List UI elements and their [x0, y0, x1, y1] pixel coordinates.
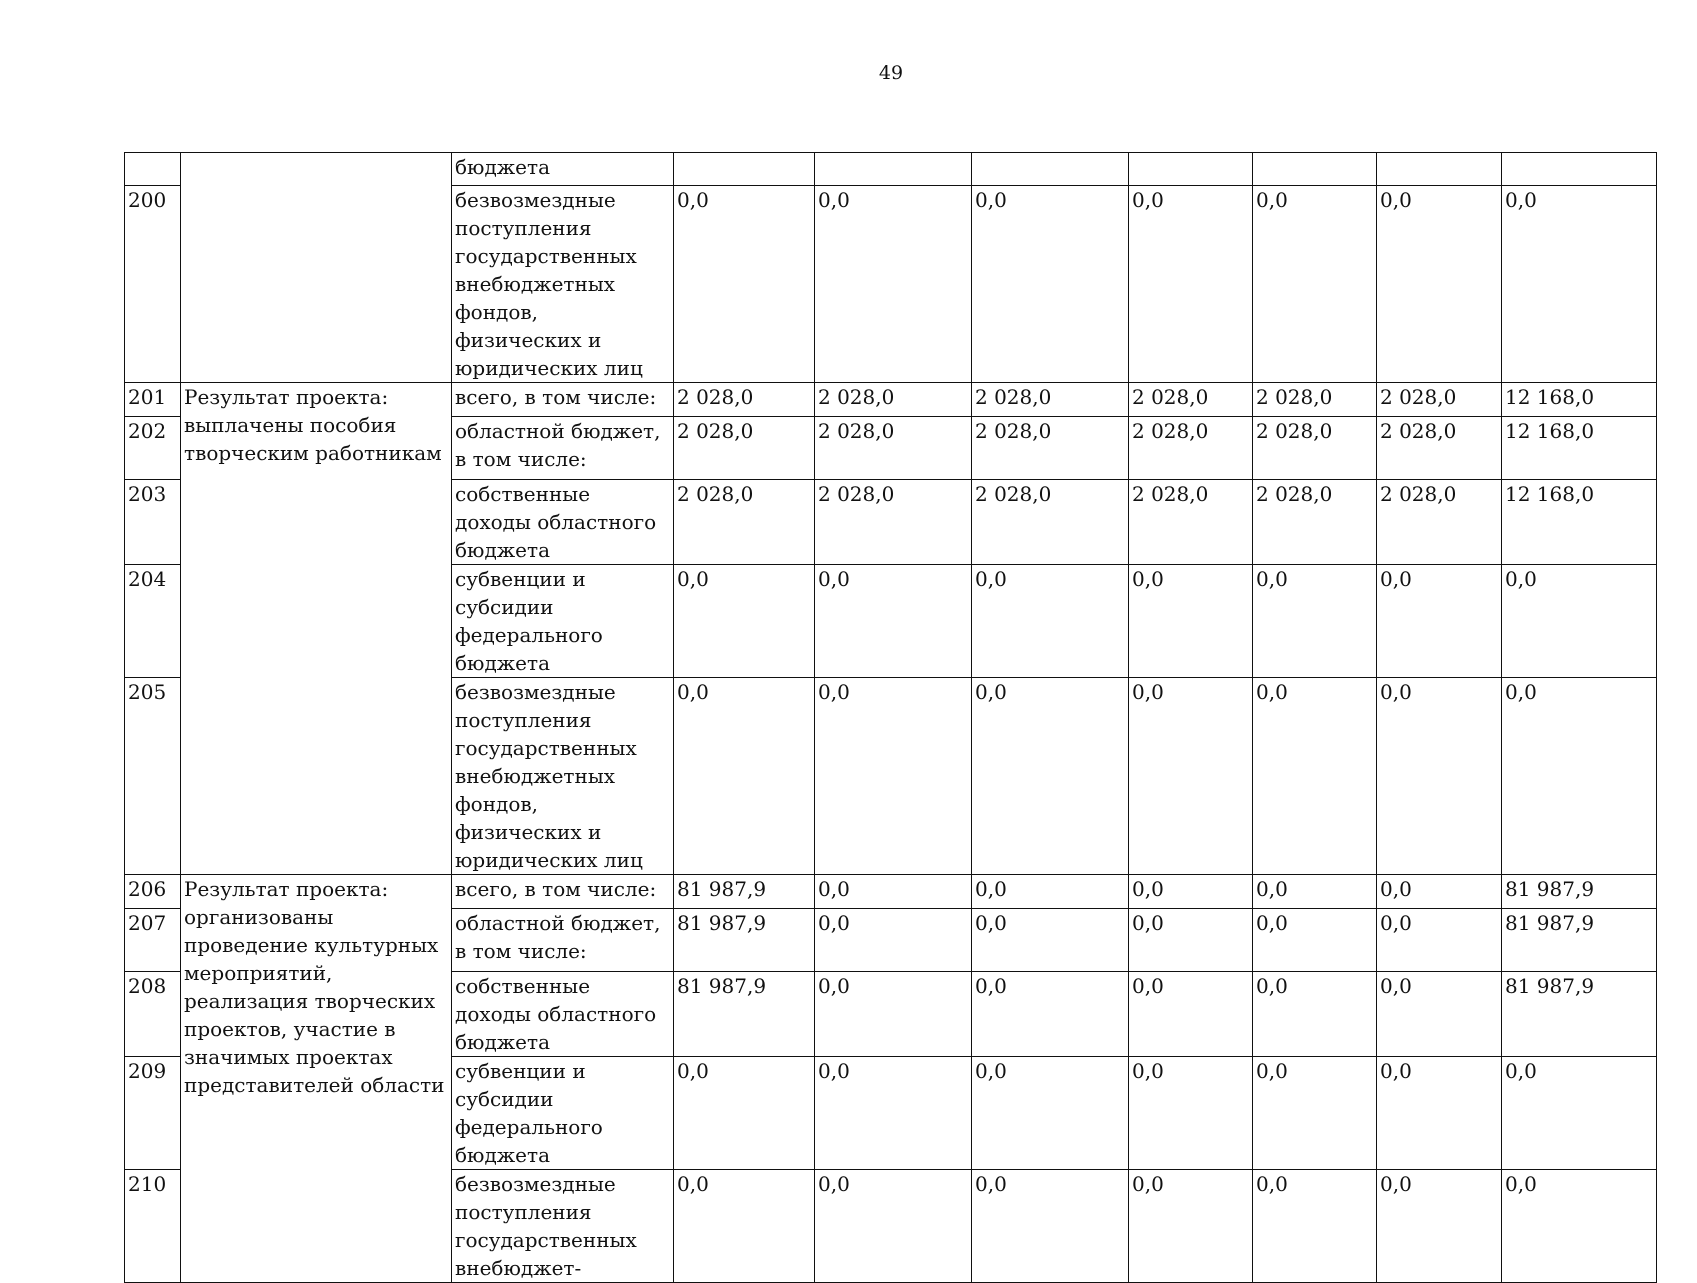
row-number: 210	[125, 1170, 181, 1283]
row-number: 200	[125, 186, 181, 383]
value-cell: 0,0	[972, 972, 1129, 1057]
value-cell: 2 028,0	[815, 480, 972, 565]
funding-source: бюджета	[452, 153, 674, 186]
total-cell	[1502, 153, 1657, 186]
value-cell: 0,0	[674, 565, 815, 678]
value-cell: 2 028,0	[674, 480, 815, 565]
funding-source: безвозмездные поступления государственных внебюджетных фондов, физических и юридических лиц	[452, 678, 674, 875]
value-cell: 0,0	[1377, 909, 1502, 972]
value-cell: 0,0	[1377, 186, 1502, 383]
value-cell: 0,0	[1377, 1170, 1502, 1283]
value-cell: 2 028,0	[1377, 383, 1502, 417]
value-cell: 2 028,0	[1377, 417, 1502, 480]
value-cell: 0,0	[674, 1057, 815, 1170]
total-cell: 0,0	[1502, 1057, 1657, 1170]
value-cell: 0,0	[972, 565, 1129, 678]
table-row	[125, 153, 1657, 186]
value-cell: 0,0	[815, 1170, 972, 1283]
value-cell: 81 987,9	[674, 972, 815, 1057]
row-number	[125, 153, 181, 186]
value-cell	[1129, 153, 1253, 186]
total-cell: 0,0	[1502, 186, 1657, 383]
value-cell: 0,0	[815, 565, 972, 678]
value-cell: 0,0	[1377, 1057, 1502, 1170]
total-cell: 81 987,9	[1502, 972, 1657, 1057]
project-result: Результат проекта: выплачены пособия творческим работникам	[181, 383, 452, 875]
value-cell: 0,0	[972, 875, 1129, 909]
page-number: 49	[878, 62, 904, 84]
value-cell: 0,0	[1129, 678, 1253, 875]
total-cell: 12 168,0	[1502, 417, 1657, 480]
value-cell: 0,0	[972, 909, 1129, 972]
value-cell	[1377, 153, 1502, 186]
row-number: 209	[125, 1057, 181, 1170]
value-cell: 2 028,0	[1129, 383, 1253, 417]
funding-source: собственные доходы областного бюджета	[452, 480, 674, 565]
value-cell: 0,0	[1129, 1170, 1253, 1283]
value-cell: 2 028,0	[1253, 383, 1377, 417]
value-cell: 2 028,0	[972, 480, 1129, 565]
value-cell: 0,0	[1253, 565, 1377, 678]
value-cell: 81 987,9	[674, 909, 815, 972]
value-cell: 2 028,0	[815, 417, 972, 480]
value-cell: 0,0	[1253, 1170, 1377, 1283]
funding-source: субвенции и субсидии федерального бюджета	[452, 565, 674, 678]
row-number: 203	[125, 480, 181, 565]
value-cell: 0,0	[674, 186, 815, 383]
total-cell: 81 987,9	[1502, 909, 1657, 972]
row-number: 206	[125, 875, 181, 909]
total-cell: 0,0	[1502, 678, 1657, 875]
total-cell: 12 168,0	[1502, 480, 1657, 565]
value-cell: 2 028,0	[1253, 480, 1377, 565]
value-cell: 0,0	[1129, 565, 1253, 678]
value-cell: 0,0	[1253, 875, 1377, 909]
value-cell: 2 028,0	[1377, 480, 1502, 565]
value-cell: 2 028,0	[972, 383, 1129, 417]
funding-source: субвенции и субсидии федерального бюджета	[452, 1057, 674, 1170]
value-cell	[972, 153, 1129, 186]
value-cell: 0,0	[1129, 186, 1253, 383]
funding-source: безвозмездные поступления государственных внебюджетных фондов, физических и юридических лиц	[452, 186, 674, 383]
value-cell: 0,0	[1129, 909, 1253, 972]
row-number: 205	[125, 678, 181, 875]
total-cell: 0,0	[1502, 1170, 1657, 1283]
project-result: Результат проекта: организованы проведение культурных мероприятий, реализация творческих проектов, участие в значимых проектах представителей области	[181, 875, 452, 1283]
value-cell: 0,0	[972, 1170, 1129, 1283]
funding-source: всего, в том числе:	[452, 875, 674, 909]
result-cell-empty	[181, 153, 452, 383]
table-row	[125, 383, 1657, 417]
value-cell: 0,0	[815, 972, 972, 1057]
value-cell: 0,0	[1129, 1057, 1253, 1170]
table-row	[125, 875, 1657, 909]
value-cell: 0,0	[815, 186, 972, 383]
value-cell: 0,0	[815, 1057, 972, 1170]
total-cell: 81 987,9	[1502, 875, 1657, 909]
row-number: 201	[125, 383, 181, 417]
value-cell: 0,0	[674, 678, 815, 875]
value-cell: 0,0	[972, 186, 1129, 383]
row-number: 208	[125, 972, 181, 1057]
value-cell: 0,0	[972, 1057, 1129, 1170]
value-cell: 2 028,0	[815, 383, 972, 417]
value-cell: 2 028,0	[674, 417, 815, 480]
value-cell: 0,0	[972, 678, 1129, 875]
value-cell: 0,0	[1377, 678, 1502, 875]
value-cell: 0,0	[674, 1170, 815, 1283]
funding-source: безвозмездные поступления государственных внебюджет-	[452, 1170, 674, 1283]
total-cell: 12 168,0	[1502, 383, 1657, 417]
value-cell: 0,0	[1253, 972, 1377, 1057]
value-cell: 2 028,0	[972, 417, 1129, 480]
value-cell: 2 028,0	[1129, 480, 1253, 565]
value-cell: 0,0	[1377, 565, 1502, 678]
value-cell: 0,0	[815, 875, 972, 909]
value-cell: 2 028,0	[674, 383, 815, 417]
value-cell: 2 028,0	[1129, 417, 1253, 480]
value-cell: 0,0	[1253, 909, 1377, 972]
row-number: 204	[125, 565, 181, 678]
value-cell: 0,0	[1377, 972, 1502, 1057]
value-cell: 0,0	[1253, 1057, 1377, 1170]
row-number: 202	[125, 417, 181, 480]
value-cell: 0,0	[815, 909, 972, 972]
value-cell: 81 987,9	[674, 875, 815, 909]
budget-table	[124, 152, 1657, 1283]
value-cell: 0,0	[1129, 972, 1253, 1057]
funding-source: областной бюджет, в том числе:	[452, 909, 674, 972]
value-cell	[1253, 153, 1377, 186]
funding-source: собственные доходы областного бюджета	[452, 972, 674, 1057]
value-cell: 2 028,0	[1253, 417, 1377, 480]
value-cell: 0,0	[1377, 875, 1502, 909]
value-cell: 0,0	[1253, 678, 1377, 875]
total-cell: 0,0	[1502, 565, 1657, 678]
funding-source: областной бюджет, в том числе:	[452, 417, 674, 480]
value-cell: 0,0	[815, 678, 972, 875]
funding-source: всего, в том числе:	[452, 383, 674, 417]
value-cell: 0,0	[1253, 186, 1377, 383]
row-number: 207	[125, 909, 181, 972]
value-cell: 0,0	[1129, 875, 1253, 909]
value-cell	[674, 153, 815, 186]
value-cell	[815, 153, 972, 186]
